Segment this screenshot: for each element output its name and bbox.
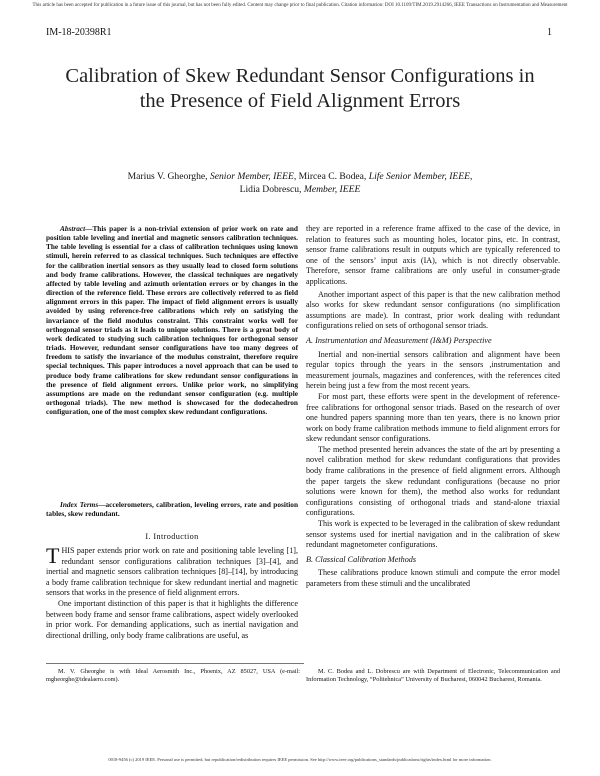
author-1-role: Senior Member, IEEE <box>209 171 294 182</box>
right-paragraph-1: they are reported in a reference frame affixed to the case of the device, in relation to features such as mounting holes, locator pins, etc. In contrast, sensor frame calibrations result in outputs which are typically referenced to one of the sensors’ input axis (IA), which is not directly observable. Therefore, sensor frame calibrations are only useful in consumer-grade applications. <box>306 224 560 286</box>
subsection-heading-b: B. Classical Calibration Methods <box>306 554 417 564</box>
right-paragraph-7: These calibrations produce known stimuli and compute the error model parameters from these stimuli and the uncalibrated <box>306 568 560 588</box>
publication-banner: This article has been accepted for publication in a future issue of this journal, but has not been fully edited. Content may change prior to final publication. Citation information: DOI 10.1109/TIM.2019.2914266, IEEE Transactions on Instrumentation and Measurement <box>32 3 568 8</box>
right-paragraph-3: Inertial and non-inertial sensors calibration and alignment have been regular topics through the years in the sensors ,instrumentation and measurement journals, magazines and conferences, with the references cited herein being just a few from the most recent years. <box>306 349 560 391</box>
copyright-footer: 0018-9456 (c) 2019 IEEE. Personal use is permitted, but republication/redistribution requires IEEE permission. See http://www.ieee.org/publications_standards/publications/rights/index.html for more information. <box>108 757 492 762</box>
footnote-divider <box>46 663 304 664</box>
right-paragraph-6: This work is expected to be leveraged in the calibration of skew redundant sensor systems used for inertial navigation and in the calibration of skew redundant magnetometer configurations. <box>306 519 560 550</box>
index-terms-label: Index Terms <box>60 500 99 509</box>
drop-cap: T <box>46 543 60 568</box>
subsection-heading-a: A. Instrumentation and Measurement (I&M) Perspective <box>306 335 492 345</box>
author-1-name: Marius V. Gheorghe, <box>127 171 210 182</box>
author-list: Marius V. Gheorghe, Senior Member, IEEE, Mircea C. Bodea, Life Senior Member, IEEE, Lidia Dobrescu, Member, IEEE <box>127 171 473 195</box>
index-terms-text: —accelerometers, calibration, leveling errors, rate and position tables, skew redundant. <box>46 500 299 519</box>
intro-body <box>46 543 298 641</box>
author-3-name: Lidia Dobrescu, <box>239 184 304 195</box>
paper-title: Calibration of Skew Redundant Sensor Configurations in the Presence of Field Alignment Errors <box>65 65 535 112</box>
intro-paragraph-1: THIS paper extends prior work on rate and positioning table leveling [1], redundant sensor configurations calibration techniques [3]–[4], and inertial and magnetic sensors calibration techniques [8]–[14], by introducing a body frame calibration technique for skew redundant inertial and magnetic sensors that works in the presence of field alignment errors. <box>46 543 298 598</box>
page-number: 1 <box>547 27 552 38</box>
abstract-text: —This paper is a non-trivial extension of prior work on rate and position table leveling and inertial and magnetic sensors calibration techniques. The table leveling is essential for a class of calibration techniques using known stimuli, herein referred to as classical techniques. Such techniques are effective for the calibration inertial sensors as they usually lead to closed form solutions and body frame calibrations. However, the classical techniques are negatively affected by table leveling and azimuth orientation errors or by changes in the direction of the reference field. These errors are collectively referred to as field alignment errors in this paper. The impact of field alignment errors is usually avoided by using reference-free calibrations which rely on satisfying the invariance of the field modulus constraint. This constraint works well for orthogonal sensor triads as it leads to unique solutions. There is a great body of work dedicated to studying such calibration techniques for orthogonal sensor triads. However, redundant sensor configurations have too many degrees of freedom to satisfy the invariance of the modulus constraint, therefore require special techniques. This paper introduces a novel approach that can be used to produce body frame calibrations for skew redundant sensor configurations in the presence of field alignment errors. Unlike prior work, no simplifying assumptions are made on the redundant sensor configuration (e.g. multiple orthogonal triads). The new method is showcased for the dodecahedron configuration, one of the most complex skew redundant configurations. <box>46 224 298 417</box>
author-2-name: , Mircea C. Bodea, <box>293 171 369 182</box>
abstract <box>46 224 298 416</box>
right-paragraph-2: Another important aspect of this paper is that the new calibration method also works for skew redundant sensor configurations (no simplification assumptions are made). In contrast, prior work dealing with redundant configurations relied on sets of orthogonal sensor triads. <box>306 289 560 331</box>
footnote-left: M. V. Gheorghe is with Ideal Aerosmith Inc., Phoenix, AZ 85027, USA (e-mail: mgheorghe@idealaero.com). <box>46 668 300 683</box>
manuscript-id: IM-18-20398R1 <box>46 27 112 38</box>
right-paragraph-5: The method presented herein advances the state of the art by presenting a novel calibration method for skew redundant configurations that provides body frame calibrations in the presence of field alignment errors. Although the paper targets the skew redundant configurations (because no prior solutions were known for them), the method also works for redundant configurations consisting of orthogonal triads and stand-alone triaxial configurations. <box>306 444 560 518</box>
footnote-right: M. C. Bodea and L. Dobrescu are with Department of Electronic, Telecommunication and Information Technology, “Politehnica” University of Bucharest, 060042 Bucharest, Romania. <box>306 668 560 683</box>
intro-paragraph-2: One important distinction of this paper is that it highlights the difference between body frame and sensor frame calibrations, aspect widely overlooked in prior work. For demanding applications, such as inertial navigation and directional drilling, only body frame calibrations are useful, as <box>46 598 298 640</box>
author-3-role: Member, IEEE <box>303 184 361 195</box>
section-heading-introduction: I. Introduction <box>145 532 199 541</box>
right-paragraph-4: For most part, these efforts were spent in the development of reference-free calibrations for orthogonal sensor triads. Based on the research of over one hundred papers spanning more than ten years, there is no known prior work on body frame calibration methods immune to field alignment errors for skew redundant sensor configurations. <box>306 391 560 444</box>
abstract-label: Abstract <box>60 224 86 233</box>
index-terms <box>46 500 298 518</box>
right-column-body <box>306 224 560 590</box>
author-2-role: Life Senior Member, IEEE <box>368 171 470 182</box>
